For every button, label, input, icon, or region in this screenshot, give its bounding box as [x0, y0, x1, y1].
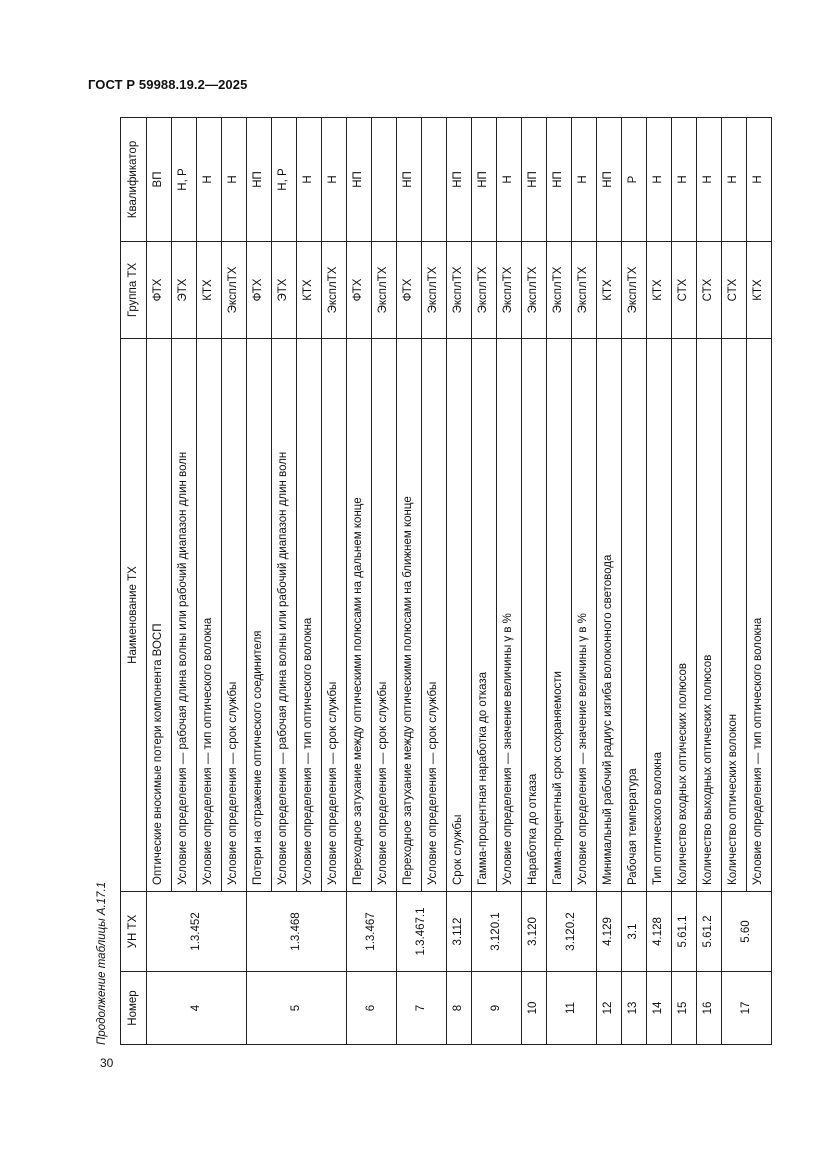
cell-group: ЭксплТХ: [422, 242, 447, 339]
cell-qualifier: Н, Р: [272, 118, 297, 242]
cell-qualifier: Н: [497, 118, 522, 242]
cell-code: 3.1: [622, 892, 647, 972]
cell-name: Переходное затухание между оптическими полюсами на ближнем конце: [397, 339, 422, 892]
cell-qualifier: Н: [222, 118, 247, 242]
cell-code: 3.120.2: [547, 892, 597, 972]
table-row: [247, 118, 272, 1045]
cell-name: Переходное затухание между оптическими полюсами на дальнем конце: [347, 339, 372, 892]
cell-name: Наработка до отказа: [522, 339, 547, 892]
cell-name: Минимальный рабочий радиус изгиба волоконного световода: [597, 339, 622, 892]
cell-qualifier: Н: [697, 118, 722, 242]
cell-group: ЭксплТХ: [472, 242, 497, 339]
cell-group: ЭксплТХ: [447, 242, 472, 339]
column-header-group: Группа ТХ: [121, 242, 147, 339]
cell-code: 1.3.467.1: [397, 892, 447, 972]
rotated-table-area: [96, 118, 765, 1045]
table-caption: Продолжение таблицы А.17.1: [96, 881, 108, 1045]
cell-code: 5.60: [722, 892, 772, 972]
cell-qualifier: Р: [622, 118, 647, 242]
cell-qualifier: Н: [297, 118, 322, 242]
cell-number: 8: [447, 972, 472, 1045]
cell-number: 10: [522, 972, 547, 1045]
cell-qualifier: НП: [597, 118, 622, 242]
cell-code: 4.129: [597, 892, 622, 972]
cell-group: ЭксплТХ: [522, 242, 547, 339]
cell-code: 3.120: [522, 892, 547, 972]
cell-number: 5: [247, 972, 347, 1045]
cell-code: 4.128: [647, 892, 672, 972]
cell-group: ЭксплТХ: [622, 242, 647, 339]
cell-name: Условие определения — срок службы: [422, 339, 447, 892]
cell-name: Условие определения — рабочая длина волны или рабочий диапазон длин волн: [172, 339, 197, 892]
cell-number: 16: [697, 972, 722, 1045]
cell-qualifier: НП: [522, 118, 547, 242]
document-header: ГОСТ Р 59988.19.2—2025: [88, 77, 248, 92]
page-number: 30: [100, 1056, 114, 1070]
cell-qualifier: [372, 118, 397, 242]
table-row: [647, 118, 672, 1045]
cell-group: СТХ: [697, 242, 722, 339]
characteristics-table: [120, 117, 772, 1045]
cell-number: 9: [472, 972, 522, 1045]
cell-group: КТХ: [297, 242, 322, 339]
cell-number: 13: [622, 972, 647, 1045]
table-row: [597, 118, 622, 1045]
cell-number: 17: [722, 972, 772, 1045]
table-row: [622, 118, 647, 1045]
table-row: [722, 118, 747, 1045]
cell-group: ЭксплТХ: [497, 242, 522, 339]
cell-qualifier: НП: [447, 118, 472, 242]
cell-code: 3.120.1: [472, 892, 522, 972]
cell-name: Условие определения — тип оптического волокна: [747, 339, 772, 892]
cell-number: 11: [547, 972, 597, 1045]
column-header-code: УН ТХ: [121, 892, 147, 972]
cell-name: Условие определения — значение величины γ в %: [497, 339, 522, 892]
cell-name: Количество входных оптических полюсов: [672, 339, 697, 892]
cell-code: 5.61.1: [672, 892, 697, 972]
cell-code: 1.3.452: [147, 892, 247, 972]
cell-group: ФТХ: [397, 242, 422, 339]
cell-group: СТХ: [722, 242, 747, 339]
table-row: [672, 118, 697, 1045]
cell-qualifier: Н: [747, 118, 772, 242]
cell-qualifier: Н: [322, 118, 347, 242]
column-header-number: Номер: [121, 972, 147, 1045]
cell-code: 3.112: [447, 892, 472, 972]
cell-name: Рабочая температура: [622, 339, 647, 892]
cell-name: Условие определения — тип оптического волокна: [197, 339, 222, 892]
cell-group: КТХ: [197, 242, 222, 339]
cell-qualifier: НП: [472, 118, 497, 242]
table-row: [522, 118, 547, 1045]
cell-name: Условие определения — рабочая длина волны или рабочий диапазон длин волн: [272, 339, 297, 892]
table-row: [697, 118, 722, 1045]
table-row: [547, 118, 572, 1045]
cell-name: Гамма-процентный срок сохраняемости: [547, 339, 572, 892]
cell-qualifier: Н: [722, 118, 747, 242]
cell-name: Количество выходных оптических полюсов: [697, 339, 722, 892]
cell-qualifier: Н: [672, 118, 697, 242]
cell-group: СТХ: [672, 242, 697, 339]
cell-number: 12: [597, 972, 622, 1045]
cell-group: ЭксплТХ: [572, 242, 597, 339]
column-header-qualifier: Квалификатор: [121, 118, 147, 242]
table-row: [347, 118, 372, 1045]
cell-group: ФТХ: [347, 242, 372, 339]
cell-name: Гамма-процентная наработка до отказа: [472, 339, 497, 892]
cell-name: Условие определения — срок службы: [222, 339, 247, 892]
cell-name: Количество оптических волокон: [722, 339, 747, 892]
cell-group: КТХ: [597, 242, 622, 339]
cell-group: ЭТХ: [272, 242, 297, 339]
cell-qualifier: Н: [572, 118, 597, 242]
cell-code: 5.61.2: [697, 892, 722, 972]
cell-group: ЭксплТХ: [547, 242, 572, 339]
cell-qualifier: Н, Р: [172, 118, 197, 242]
cell-group: КТХ: [647, 242, 672, 339]
table-header-row: [121, 118, 147, 1045]
cell-code: 1.3.467: [347, 892, 397, 972]
cell-qualifier: ВП: [147, 118, 172, 242]
cell-qualifier: Н: [197, 118, 222, 242]
cell-name: Условие определения — тип оптического волокна: [297, 339, 322, 892]
table-body: [147, 118, 772, 1045]
cell-name: Потери на отражение оптического соединителя: [247, 339, 272, 892]
table-row: [397, 118, 422, 1045]
cell-group: ЭксплТХ: [222, 242, 247, 339]
cell-number: 6: [347, 972, 397, 1045]
table-row: [447, 118, 472, 1045]
table-row: [147, 118, 172, 1045]
cell-number: 7: [397, 972, 447, 1045]
cell-name: Срок службы: [447, 339, 472, 892]
cell-group: ФТХ: [147, 242, 172, 339]
column-header-name: Наименование ТХ: [121, 339, 147, 892]
cell-qualifier: НП: [547, 118, 572, 242]
cell-name: Оптические вносимые потери компонента ВОСП: [147, 339, 172, 892]
cell-qualifier: НП: [347, 118, 372, 242]
cell-qualifier: Н: [647, 118, 672, 242]
cell-name: Тип оптического волокна: [647, 339, 672, 892]
cell-number: 14: [647, 972, 672, 1045]
table-row: [472, 118, 497, 1045]
cell-group: ФТХ: [247, 242, 272, 339]
cell-group: ЭТХ: [172, 242, 197, 339]
cell-qualifier: [422, 118, 447, 242]
cell-name: Условие определения — срок службы: [322, 339, 347, 892]
cell-number: 15: [672, 972, 697, 1045]
cell-code: 1.3.468: [247, 892, 347, 972]
cell-group: КТХ: [747, 242, 772, 339]
cell-number: 4: [147, 972, 247, 1045]
cell-group: ЭксплТХ: [322, 242, 347, 339]
cell-qualifier: НП: [397, 118, 422, 242]
cell-name: Условие определения — значение величины γ в %: [572, 339, 597, 892]
cell-group: ЭксплТХ: [372, 242, 397, 339]
cell-qualifier: НП: [247, 118, 272, 242]
cell-name: Условие определения — срок службы: [372, 339, 397, 892]
